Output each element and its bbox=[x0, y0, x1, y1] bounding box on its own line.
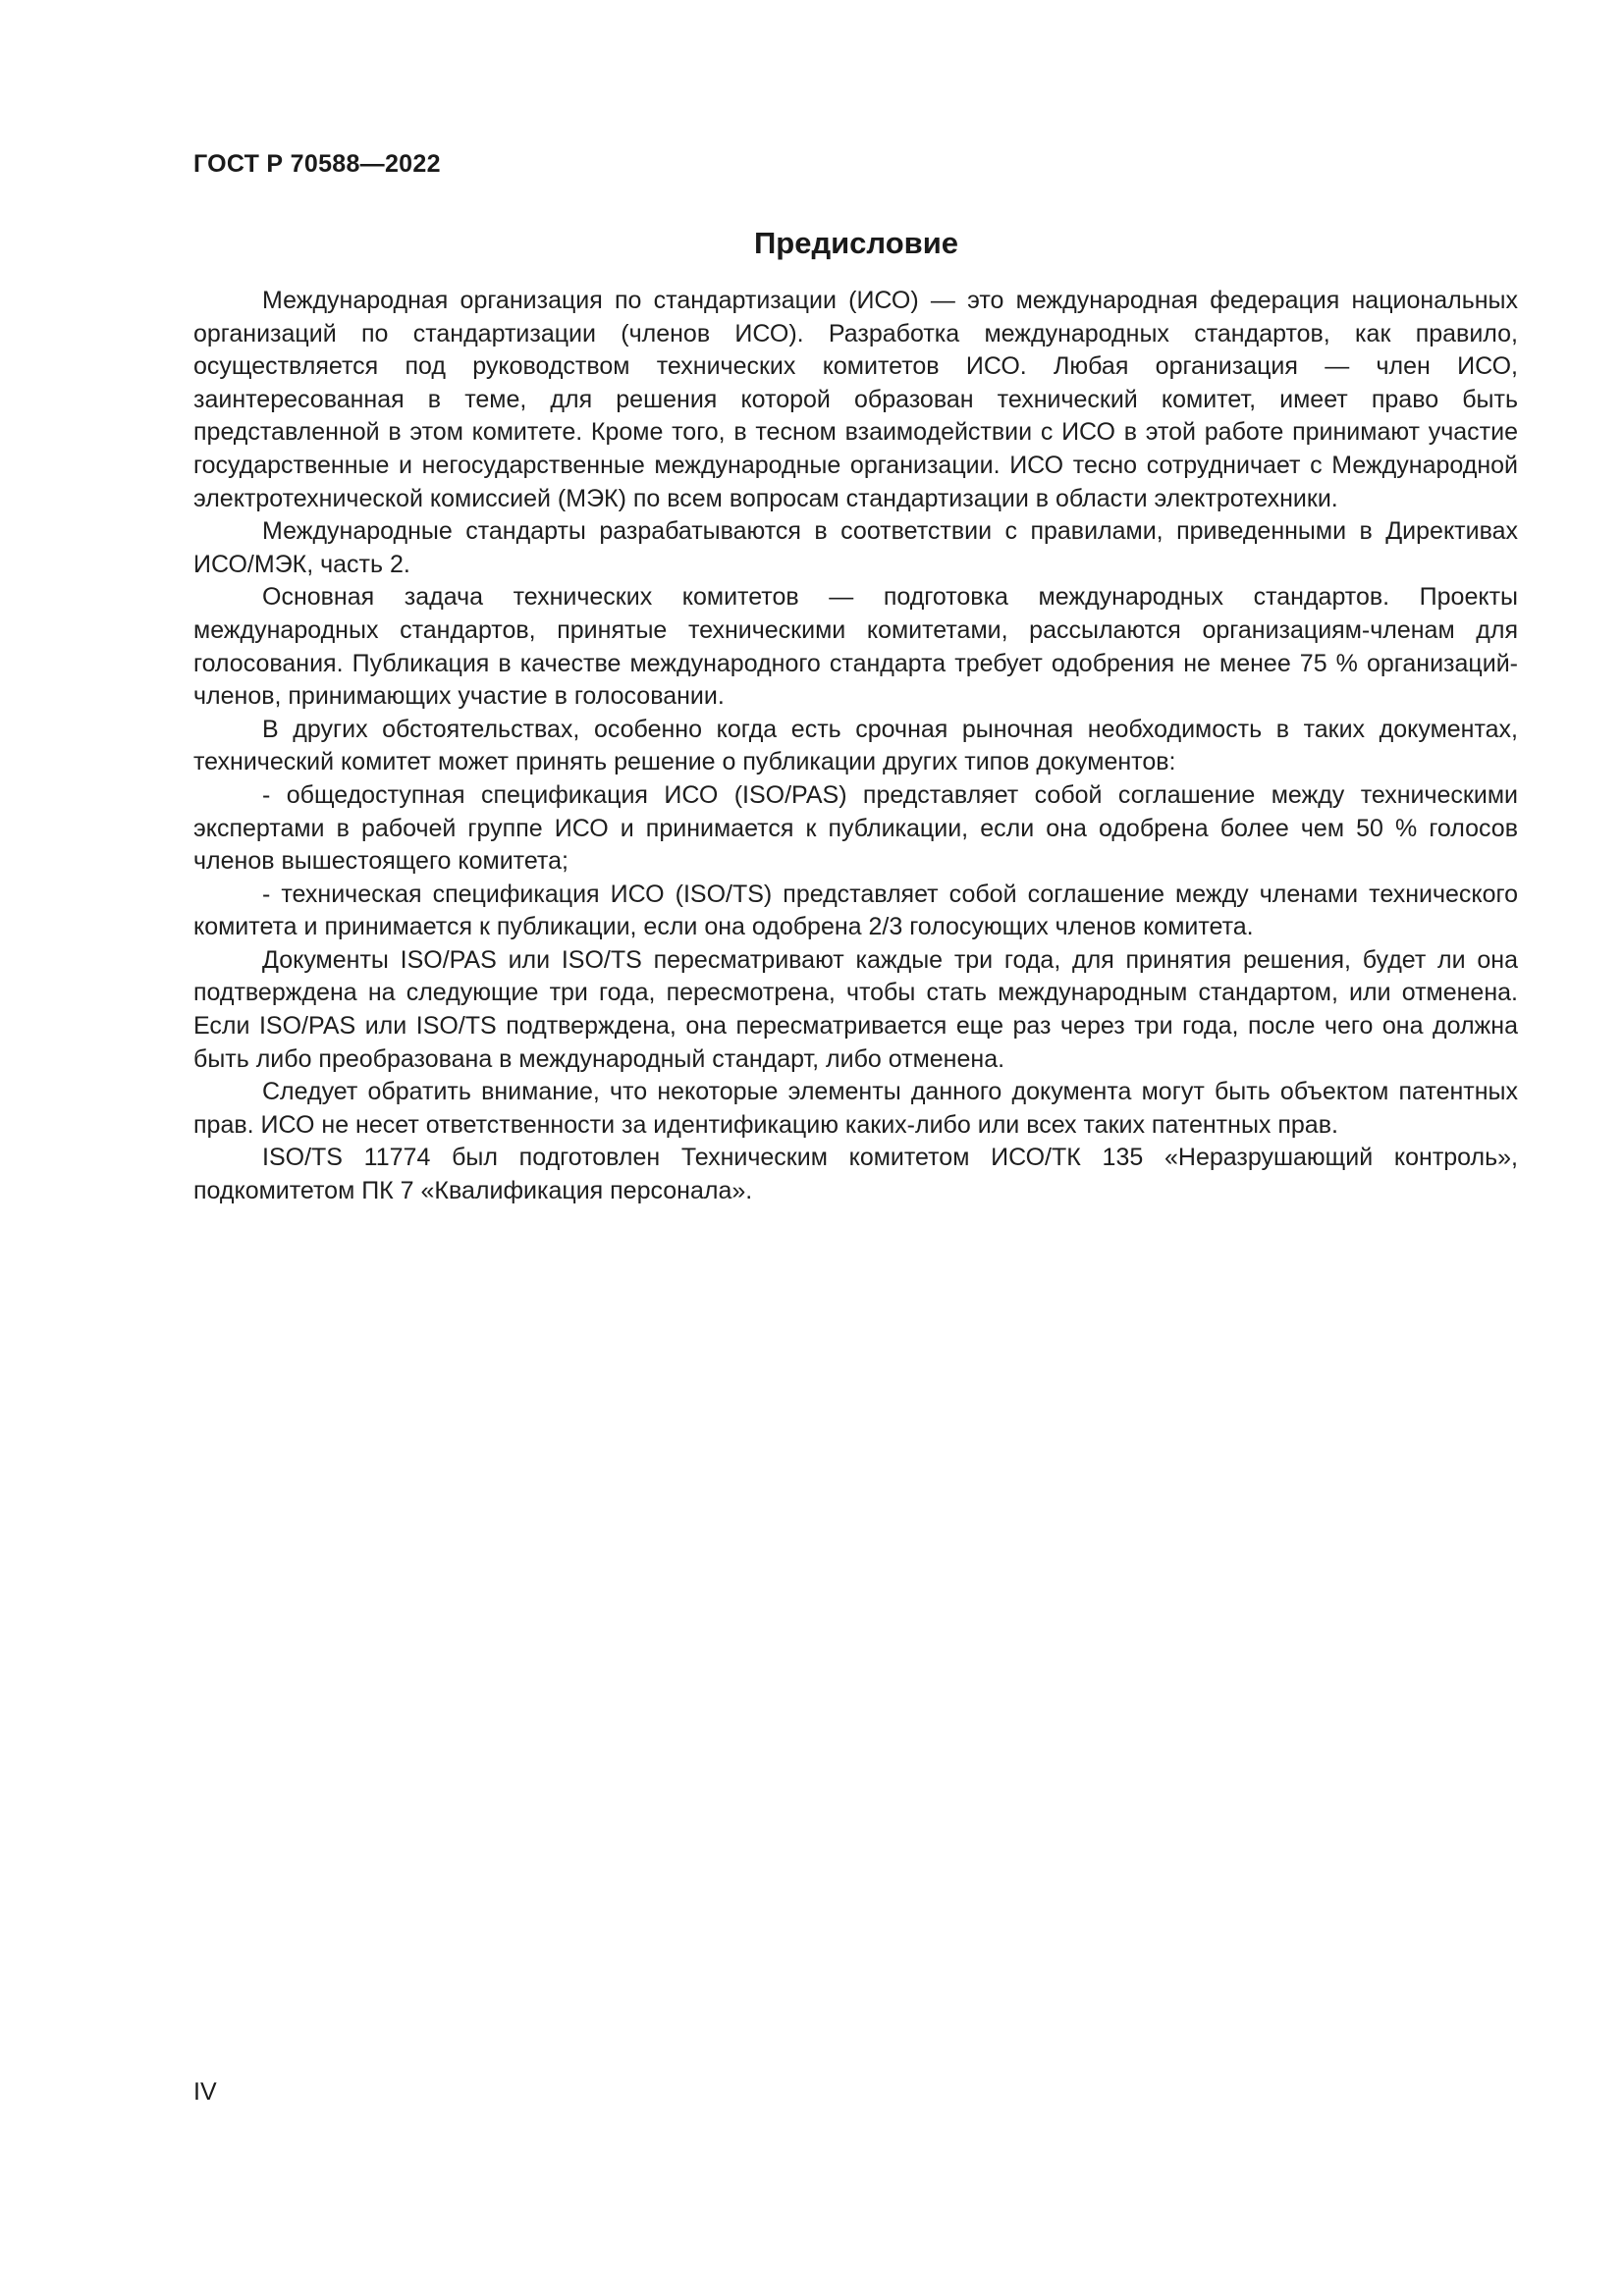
paragraph-iso-pas: - общедоступная спецификация ИСО (ISO/PAS) представляет собой соглашение между техническими экспертами в рабочей группе ИСО и принимается к публикации, если она одобрена более чем 50 % голосов членов вышестоящего комитета; bbox=[193, 780, 1518, 876]
paragraph-patents: Следует обратить внимание, что некоторые элементы данного документа могут быть объектом патентных прав. ИСО не несет ответственности за идентификацию каких-либо или всех таких патентных прав. bbox=[193, 1078, 1518, 1139]
section-title: Предисловие bbox=[753, 226, 958, 260]
paragraph-iso-ts: - техническая спецификация ИСО (ISO/TS) представляет собой соглашение между членами технического комитета и принимается к публикации, если она одобрена 2/3 голосующих членов комитета. bbox=[193, 880, 1518, 941]
paragraph-review: Документы ISO/PAS или ISO/TS пересматривают каждые три года, для принятия решения, будет ли она подтверждена на следующие три года, пересмотрена, чтобы стать международным стандартом, или отменена. Если ISO/PAS или ISO/TS подтверждена, она пересматривается еще раз через три года, после чего она должна быть либо преобразована в международный стандарт, либо отменена. bbox=[193, 945, 1518, 1073]
paragraph-iso-intro: Международная организация по стандартизации (ИСО) — это международная федерация национальных организаций по стандартизации (членов ИСО). Разработка международных стандартов, как правило, осуществляется под руководством технических комитетов ИСО. Любая организация — член ИСО, заинтересованная в теме, для решения которой образован технический комитет, имеет право быть представленной в этом комитете. Кроме того, в тесном взаимодействии с ИСО в этой работе принимают участие государственные и негосударственные международные организации. ИСО тесно сотрудничает с Международной электротехнической комиссией (МЭК) по всем вопросам стандартизации в области электротехники. bbox=[193, 287, 1518, 512]
page-number: IV bbox=[193, 2078, 217, 2106]
paragraph-prepared-by: ISO/TS 11774 был подготовлен Техническим комитетом ИСО/ТК 135 «Неразрушающий контроль», подкомитетом ПК 7 «Квалификация персонала». bbox=[193, 1144, 1518, 1205]
paragraph-directives: Международные стандарты разрабатываются в соответствии с правилами, приведенными в Директивах ИСО/МЭК, часть 2. bbox=[193, 517, 1518, 578]
paragraph-other-documents: В других обстоятельствах, особенно когда есть срочная рыночная необходимость в таких документах, технический комитет может принять решение о публикации других типов документов: bbox=[193, 715, 1518, 776]
document-code: ГОСТ Р 70588—2022 bbox=[193, 150, 441, 178]
paragraph-committee-task: Основная задача технических комитетов — подготовка международных стандартов. Проекты международных стандартов, принятые техническими комитетами, рассылаются организациям-членам для голосования. Публикация в качестве международного стандарта требует одобрения не менее 75 % организаций-членов, принимающих участие в голосовании. bbox=[193, 583, 1518, 711]
foreword-body bbox=[193, 285, 1518, 1208]
